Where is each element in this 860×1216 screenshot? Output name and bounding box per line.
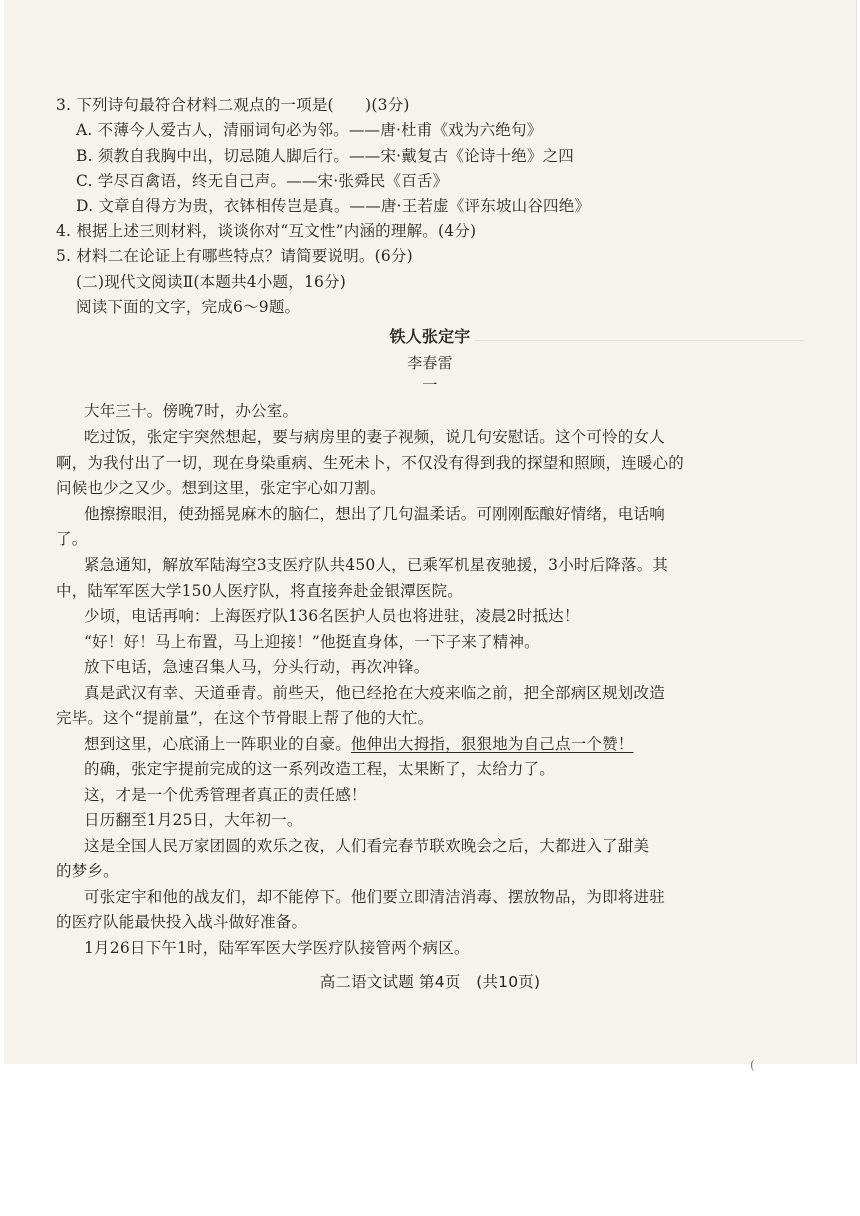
article-author: 李春雷 (407, 354, 453, 372)
paragraph-line: 的梦乡。 (56, 862, 119, 880)
paragraph-line: 问候也少之又少。想到这里，张定宇心如刀割。 (56, 479, 386, 497)
paragraph-line (84, 733, 634, 755)
question-3: 3. 下列诗句最符合材料二观点的一项是( )(3分) (56, 96, 410, 114)
section-number: 一 (422, 376, 438, 394)
underlined-sentence: 他伸出大拇指，狠狠地为自己点一个赞！ (350, 735, 634, 753)
paragraph-line: 啊，为我付出了一切，现在身染重病、生死未卜，不仅没有得到我的探望和照顾，连暖心的 (56, 454, 685, 472)
paragraph-line: 了。 (56, 530, 88, 548)
paragraph-line: 中，陆军军医大学150人医疗队，将直接奔赴金银潭医院。 (56, 582, 463, 600)
paragraph-line: 大年三十。傍晚7时，办公室。 (84, 402, 299, 420)
paragraph-line: 吃过饭，张定宇突然想起，要与病房里的妻子视频，说几句安慰话。这个可怜的女人 (84, 428, 665, 446)
paragraph-line: 少顷，电话再响：上海医疗队136名医护人员也将进驻，凌晨2时抵达！ (84, 607, 580, 625)
paragraph-line: “好！好！马上布置，马上迎接！”他挺直身体，一下子来了精神。 (84, 633, 540, 651)
paragraph-line: 放下电话，急速召集人马，分头行动，再次冲锋。 (84, 658, 430, 676)
paragraph-line: 的确，张定宇提前完成的这一系列改造工程，太果断了，太给力了。 (84, 760, 556, 778)
q3-option-b: B. 须教自我胸中出，切忌随人脚后行。——宋·戴复古《论诗十绝》之四 (76, 147, 574, 165)
section-heading: (二)现代文阅读Ⅱ(本题共4小题，16分) (76, 273, 347, 291)
section-instruction: 阅读下面的文字，完成6～9题。 (76, 298, 301, 316)
paragraph-line: 他擦擦眼泪，使劲摇晃麻木的脑仁，想出了几句温柔话。可刚刚酝酿好情绪，电话响 (84, 505, 665, 523)
q3-option-c: C. 学尽百禽语，终无自己声。——宋·张舜民《百舌》 (76, 172, 449, 190)
paragraph-line: 真是武汉有幸、天道垂青。前些天，他已经抢在大疫来临之前，把全部病区规划改造 (84, 684, 665, 702)
paragraph-line: 紧急通知，解放军陆海空3支医疗队共450人，已乘军机星夜驰援，3小时后降落。其 (84, 556, 669, 574)
page-footer: 高二语文试题 第4页 (共10页) (319, 973, 541, 991)
paragraph-line: 1月26日下午1时，陆军军医大学医疗队接管两个病区。 (84, 939, 470, 957)
article-title: 铁人张定宇 (389, 327, 471, 346)
paragraph-line: 这是全国人民万家团圆的欢乐之夜，人们看完春节联欢晚会之后，大都进入了甜美 (84, 837, 650, 855)
paragraph-line: 这，才是一个优秀管理者真正的责任感！ (84, 786, 367, 804)
paragraph-line: 的医疗队能最快投入战斗做好准备。 (56, 913, 308, 931)
paragraph-text: 想到这里，心底涌上一阵职业的自豪。 (84, 735, 351, 753)
paragraph-line: 完毕。这个“提前量”，在这个节骨眼上帮了他的大忙。 (56, 709, 434, 727)
paragraph-line: 日历翻至1月25日，大年初一。 (84, 811, 303, 829)
q3-option-a: A. 不薄今人爱古人，清丽词句必为邻。——唐·杜甫《戏为六绝句》 (76, 121, 543, 139)
paragraph-line: 可张定宇和他的战友们，却不能停下。他们要立即清洁消毒、摆放物品，为即将进驻 (84, 888, 665, 906)
q3-option-d: D. 文章自得方为贵，衣钵相传岂是真。——唐·王若虚《评东坡山谷四绝》 (76, 197, 591, 215)
question-5: 5. 材料二在论证上有哪些特点？请简要说明。(6分) (56, 247, 413, 265)
question-4: 4. 根据上述三则材料，谈谈你对“互文性”内涵的理解。(4分) (56, 222, 477, 240)
margin-mark: ( (750, 1058, 755, 1072)
